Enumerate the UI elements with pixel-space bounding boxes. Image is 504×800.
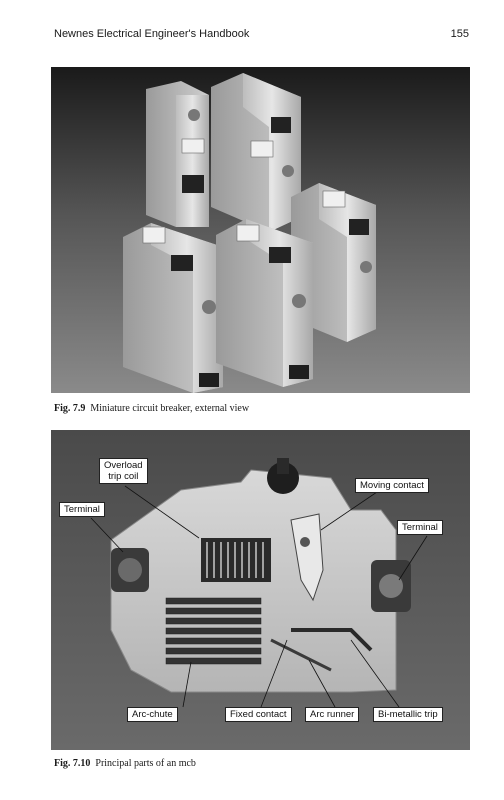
figure-number: Fig. 7.9 xyxy=(54,403,86,414)
label-moving-contact: Moving contact xyxy=(355,478,429,493)
label-overload-line1: Overload xyxy=(104,460,143,471)
label-terminal-left: Terminal xyxy=(59,502,105,517)
running-header-title: Newnes Electrical Engineer's Handbook xyxy=(54,28,250,40)
label-arc-chute: Arc-chute xyxy=(127,707,178,722)
label-overload-line2: trip coil xyxy=(108,471,139,482)
figure-mcb-internal-parts xyxy=(51,430,470,750)
mcb-external-photo xyxy=(51,67,470,393)
figure-7-9-caption xyxy=(54,403,249,414)
label-terminal-right: Terminal xyxy=(397,520,443,535)
page-number: 155 xyxy=(450,28,469,40)
figure-mcb-external-photo xyxy=(51,67,470,393)
figure-7-10-caption xyxy=(54,758,196,769)
figure-caption-text: Miniature circuit breaker, external view xyxy=(90,403,250,414)
label-fixed-contact: Fixed contact xyxy=(225,707,292,722)
figure-number: Fig. 7.10 xyxy=(54,758,91,769)
label-bimetallic-trip: Bi-metallic trip xyxy=(373,707,443,722)
figure-caption-text: Principal parts of an mcb xyxy=(95,758,196,769)
label-overload-trip-coil xyxy=(99,458,148,484)
label-arc-runner: Arc runner xyxy=(305,707,359,722)
